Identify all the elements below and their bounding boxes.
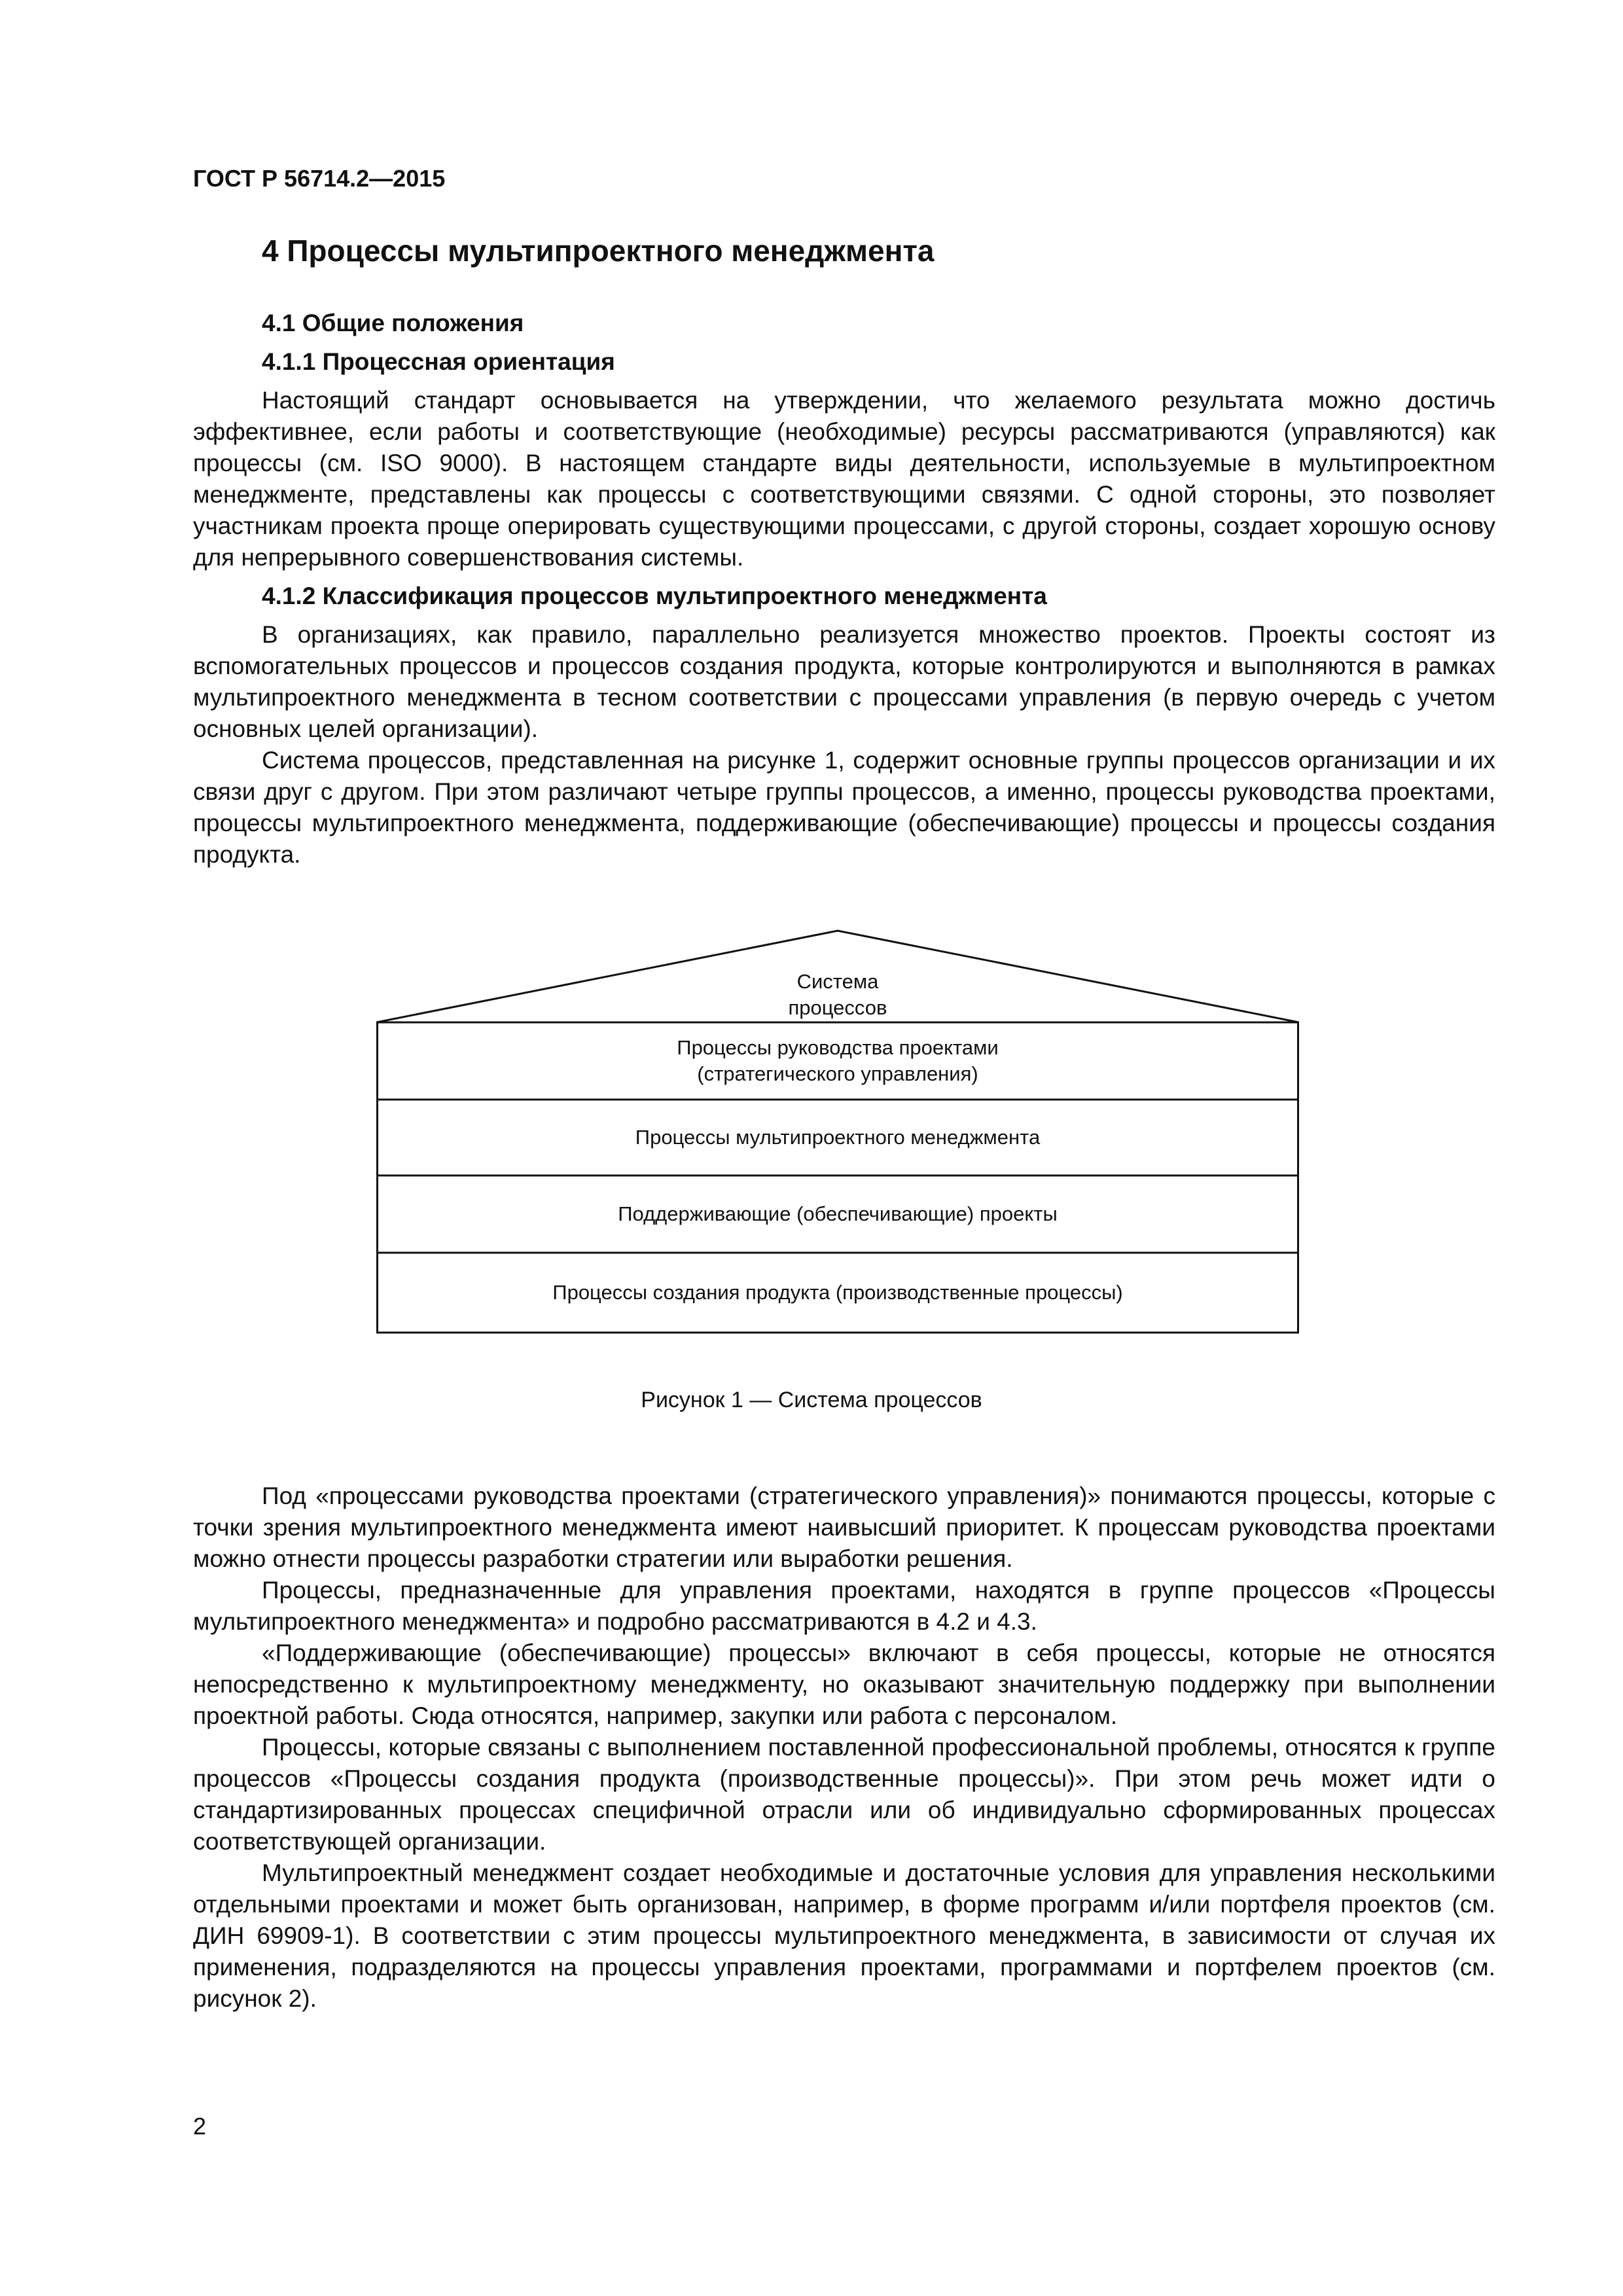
roof-label (707, 969, 969, 1021)
figure-row-supporting: Поддерживающие (обеспечивающие) проекты (618, 1202, 1058, 1225)
paragraph: Настоящий стандарт основывается на утверждении, что желаемого результата можно достичь эффективнее, если работы и соответствующие (необходимые) ресурсы рассматриваются (управляются) как процессы (см. ISO 9000). В настоящем стандарте виды деятельности, используемые в мультипроектном менеджменте, представлены как процессы с соответствующими связями. С одной стороны, это позволяет участникам проекта проще оперировать существующими процессами, с другой стороны, создает хорошую основу для непрерывного совершенствования системы. (193, 387, 1495, 571)
figure-row-strategic (376, 1022, 1299, 1100)
paragraph: В организациях, как правило, параллельно реализуется множество проектов. Проекты состоят из вспомогательных процессов и процессов создания продукта, которые контролируются и выполняются в рамках мультипроектного менеджмента в тесном соответствии с процессами управления (в первую очередь с учетом основных целей организации). (193, 621, 1495, 742)
paragraph: «Поддерживающие (обеспечивающие) процессы» включают в себя процессы, которые не относятся непосредственно к мультипроектному менеджменту, но оказывают значительную поддержку при выполнении проектной работы. Сюда относятся, например, закупки или работа с персоналом. (193, 1640, 1495, 1729)
paragraph: Система процессов, представленная на рисунке 1, содержит основные группы процессов организации и их связи друг с другом. При этом различают четыре группы процессов, а именно, процессы руководства проектами, процессы мультипроектного менеджмента, поддерживающие (обеспечивающие) процессы и процессы создания продукта. (193, 747, 1495, 868)
roof-label-line: процессов (788, 996, 887, 1019)
paragraph: Мультипроектный менеджмент создает необходимые и достаточные условия для управления несколькими отдельными проектами и может быть организован, например, в форме программ и/или портфеля проектов (см. ДИН 69909-1). В соответствии с этим процессы мультипроектного менеджмента, в зависимости от случая их применения, подразделяются на процессы управления проектами, программами и портфелем проектов (см. рисунок 2). (193, 1859, 1495, 2012)
figure-row-line: (стратегического управления) (697, 1062, 978, 1085)
paragraph: Процессы, которые связаны с выполнением поставленной профессиональной проблемы, относятся к группе процессов «Процессы создания продукта (производственные процессы)». При этом речь может идти о стандартизированных процессах специфичной отрасли или об индивидуально сформированных процессах соответствующей организации. (193, 1734, 1495, 1855)
paragraph: Процессы, предназначенные для управления проектами, находятся в группе процессов «Процессы мультипроектного менеджмента» и подробно рассматриваются в 4.2 и 4.3. (193, 1577, 1495, 1635)
roof-label-line: Система (796, 970, 879, 993)
subsection-title-4-1: 4.1 Общие положения (262, 310, 524, 336)
figure-caption: Рисунок 1 — Система процессов (641, 1388, 982, 1412)
text-block-4-1-2 (193, 619, 1495, 870)
text-block-after-figure (193, 1480, 1495, 2015)
subsection-title-4-1-1: 4.1.1 Процессная ориентация (262, 348, 615, 375)
figure-process-system (376, 929, 1299, 1335)
section-title: 4 Процессы мультипроектного менеджмента (262, 234, 935, 268)
subsection-title-4-1-2: 4.1.2 Классификация процессов мультипроектного менеджмента (262, 583, 1047, 609)
document-code: ГОСТ Р 56714.2—2015 (193, 165, 446, 192)
figure-row-production: Процессы создания продукта (производственные процессы) (552, 1281, 1123, 1304)
page-number: 2 (193, 2113, 207, 2140)
figure-row-multiproject: Процессы мультипроектного менеджмента (635, 1126, 1041, 1149)
paragraph: Под «процессами руководства проектами (стратегического управления)» понимаются процессы, которые с точки зрения мультипроектного менеджмента имеют наивысший приоритет. К процессам руководства проектами можно отнести процессы разработки стратегии или выработки решения. (193, 1482, 1495, 1572)
figure-row-line: Процессы руководства проектами (677, 1036, 999, 1059)
text-block-4-1-1 (193, 385, 1495, 573)
